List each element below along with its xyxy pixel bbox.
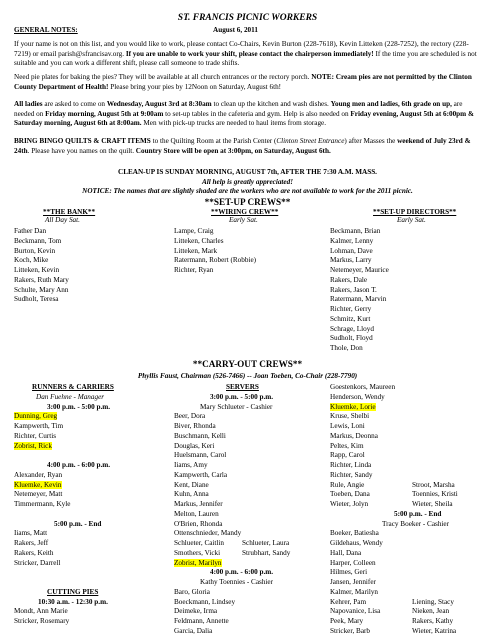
p4-masses: ) after Masses the (344, 137, 396, 145)
list-item: Melton, Lauren (174, 509, 219, 518)
list-item: Baro, Gloria (174, 587, 210, 596)
page-title: ST. FRANCIS PICNIC WORKERS (177, 13, 318, 23)
list-item: Jansen, Jennifer (330, 578, 376, 586)
notes-paragraph-2 (14, 73, 484, 92)
p3-grade: grade on up, (413, 100, 452, 108)
list-item: Kampwerth, Carla (174, 470, 228, 479)
p4-names: . Please have you names on the quilt. (27, 146, 134, 155)
list-item: Timmermann, Kyle (14, 500, 71, 508)
document-date: August 6, 2011 (213, 26, 258, 34)
list-item: Iiams, Matt (14, 529, 48, 538)
list-item: Toennies, Kristi (412, 490, 458, 499)
setup-crews-heading: **SET-UP CREWS** (204, 197, 291, 207)
list-item: Schrage, Lloyd (330, 324, 374, 333)
col3-cashier: Tracy Boeker - Cashier (382, 519, 449, 528)
list-item: Deimeke, Irma (174, 607, 218, 616)
list-item: Rakers, Jason T. (330, 285, 377, 294)
directors-subheading: Early Sat. (397, 216, 426, 224)
runners-shift-2: 4:00 p.m. - 6:00 p.m. (47, 461, 111, 469)
p4-entrance: Clinton Street Entrance (276, 137, 345, 145)
list-item: Zobrist, Rick (14, 441, 52, 450)
p3-wednesday: Wednesday, August 3rd at 8:30am (106, 100, 212, 108)
p4-quilts: BRING BINGO QUILTS & CRAFT ITEMS (14, 137, 151, 145)
servers-column-3 (330, 383, 490, 637)
list-item: Kluemke, Lorie (330, 402, 376, 411)
directors-heading: **SET-UP DIRECTORS** (373, 208, 457, 216)
list-item: Kent, Diane (174, 480, 209, 489)
list-item: Rakers, Kathy (412, 617, 454, 625)
p3-needed: are needed on (14, 100, 463, 118)
p1-if: If (375, 49, 381, 58)
list-item: Zobrist, Marilyn (174, 558, 222, 567)
list-item: Thole, Don (330, 344, 363, 352)
list-item: Sudholt, Floyd (330, 334, 373, 343)
list-item: Hilmes, Geri (330, 568, 368, 577)
list-item: Stricker, Barb (330, 626, 371, 635)
list-item: Markus, Deonna (330, 431, 378, 440)
p3-asked: are asked to come on (44, 100, 106, 108)
list-item: Harper, Colleen (330, 558, 376, 567)
list-item: Netemeyer, Maurice (330, 266, 389, 274)
list-item: Rakers, Keith (14, 548, 54, 557)
cleanup-line: CLEAN-UP IS SUNDAY MORNING, AUGUST 7th, AFTER THE 7:30 A.M. MASS. (118, 168, 377, 176)
pies-shift: 10:30 a.m. - 12:30 p.m. (38, 597, 108, 606)
servers-cashier-1: Mary Schlueter - Cashier (200, 402, 273, 411)
list-item: Nieken, Jean (412, 607, 450, 616)
p2-deadline: Please bring your pies by 12Noon on Saturday, August 6th! (110, 82, 282, 91)
servers-shift-1: 3:00 p.m. - 5:00 p.m. (210, 392, 274, 401)
list-item: Kalmer, Marilyn (330, 587, 379, 596)
p1-text: If your name is not on this list, and you would like to work, please contact Co-Chairs, Kevin Burton (228-7618), Kevin Litteken (228-7252), the (14, 40, 430, 48)
list-item: Schlueter, Laura (242, 539, 290, 547)
list-item: Beer, Dora (174, 412, 206, 421)
servers-column (174, 383, 334, 637)
list-item: Kruse, Shelbi (330, 412, 370, 421)
list-item: Mondt, Ann Marie (14, 607, 68, 616)
list-item: Goestenkors, Maureen (330, 383, 396, 391)
list-item: Toeben, Dana (330, 490, 370, 499)
list-item: Lampe, Craig (174, 227, 214, 235)
p1-trade: the time you are scheduled is not suitable and you can work a different shift, please call someone to trade shifts. (14, 49, 477, 68)
runners-shift-3: 5:00 p.m. - End (54, 519, 102, 528)
wiring-heading: **WIRING CREW** (211, 208, 279, 216)
col3-shift: 5:00 p.m. - End (394, 509, 442, 518)
list-item: Ottenschnieder, Mandy (174, 529, 242, 538)
list-item: Litteken, Charles (174, 236, 224, 245)
list-item: Father Dan (14, 227, 47, 235)
list-item: Rapp, Carol (330, 451, 365, 460)
list-item: Wieter, Katrina (412, 626, 457, 635)
notice-line: NOTICE: The names that are slightly shaded are the workers who are not available to work for the 2011 picnic. (82, 187, 413, 195)
list-item: Schulte, Mary Ann (14, 285, 69, 294)
list-item: Kampwerth, Tim (14, 422, 64, 430)
list-item: Schlueter, Caitlin (174, 539, 225, 547)
list-item: Gildehaus, Wendy (330, 539, 383, 547)
list-item: Alexander, Ryan (14, 470, 63, 479)
list-item: Boeker, Batiesha (330, 529, 379, 538)
carryout-chairs: Phyllis Faust, Chairman (526-7466) -- Joan Toeben, Co-Chair (228-7790) (137, 372, 358, 380)
list-item: Feldmann, Annette (174, 617, 229, 625)
p3-tables: to set-up tables in the cafeteria and gym. Help is also needed on (165, 109, 349, 118)
list-item: Iiams, Amy (174, 461, 208, 469)
list-item: Richter, Linda (330, 461, 372, 469)
p1-rectory: rectory (228-7219) or email parish@sfrancisav.org. (14, 40, 469, 58)
list-item: Peek, Mary (330, 617, 364, 625)
list-item: Rakers, Jeff (14, 539, 49, 547)
list-item: Stroot, Marsha (412, 480, 455, 489)
p3-ladies: All ladies (14, 100, 43, 108)
list-item: Litteken, Kevin (14, 266, 60, 274)
servers-list-1 (174, 412, 334, 539)
list-item: Ratermann, Robert (Robbie) (174, 256, 257, 265)
notes-paragraph-4 (14, 137, 484, 156)
list-item: Strubhart, Sandy (242, 548, 291, 557)
wiring-list (174, 227, 256, 276)
wiring-subheading: Early Sat. (229, 216, 258, 224)
list-item: Huelsmann, Carol (174, 451, 227, 460)
list-item: Wieter, Sheila (412, 500, 453, 508)
list-item: Richter, Curtis (14, 431, 57, 440)
p3-evening: evening, August 5th at 6:00pm & Saturday morning, August 6th at 8:00am. (14, 109, 474, 128)
list-item: Henderson, Wendy (330, 392, 385, 401)
p3-friday: Friday (350, 109, 372, 118)
list-item: Lewis, Loni (330, 422, 365, 430)
list-item: Richter, Gerry (330, 305, 372, 313)
bank-subheading: All Day Sat. (45, 216, 80, 224)
list-item: Richter, Ryan (174, 266, 214, 274)
list-item: Rakers, Dale (330, 275, 368, 284)
list-item: Stricker, Rosemary (14, 617, 70, 625)
p4-dates: of July 23rd & 24th (14, 137, 471, 155)
list-item: Lohman, Dave (330, 246, 373, 255)
p4-country-store: Country Store will be open at 3:00pm, on Saturday, August 6th. (135, 146, 331, 155)
list-item: Markus, Larry (330, 256, 372, 265)
pies-heading: CUTTING PIES (47, 587, 99, 596)
p2-health: by the Clinton County Department of Health! (14, 73, 472, 91)
notes-paragraph-1 (14, 40, 484, 69)
list-item: Wieter, Jolyn (330, 500, 369, 508)
list-item: Biver, Rhonda (174, 422, 216, 430)
servers-list-2 (174, 588, 334, 637)
p2-note: NOTE: Cream pies are not permitted (311, 73, 427, 81)
list-item: Boeckmann, Lindsey (174, 597, 236, 606)
list-item: Hall, Dana (330, 548, 362, 557)
general-notes-label: GENERAL NOTES: (14, 26, 78, 34)
list-item: Liening, Stacy (412, 597, 454, 606)
list-item: Schmitz, Kurt (330, 314, 371, 323)
p4-room: to the Quilting Room at the Parish Center ( (152, 137, 277, 145)
list-item: Beckmann, Brian (330, 227, 381, 235)
directors-list (330, 227, 389, 354)
list-item: Peltes, Kim (330, 441, 364, 450)
list-item: Kuhn, Anna (174, 490, 209, 499)
servers-cashier-2: Kathy Toennies - Cashier (200, 578, 274, 586)
list-item: Markus, Jennifer (174, 500, 223, 508)
list-item: Smothers, Vicki (174, 548, 221, 557)
p1-warning: If you are unable to work your shift, please contact the chairperson immediately! (125, 49, 374, 58)
list-item: Dunning, Greg (14, 412, 58, 421)
notes-paragraph-3 (14, 100, 484, 129)
list-item: Kluemke, Kevin (14, 480, 62, 489)
runners-shift-1: 3:00 p.m. - 5:00 p.m. (47, 402, 111, 411)
servers-heading: SERVERS (226, 383, 259, 391)
runners-heading: RUNNERS & CARRIERS (32, 383, 114, 391)
list-item: Stricker, Darrell (14, 558, 61, 567)
list-item: Napovanice, Lisa (330, 607, 381, 616)
servers-shift-2: 4:00 p.m. - 6:00 p.m. (210, 568, 274, 577)
p2-text: Need pie plates for baking the pies? They will be available at all church entrances or the rectory porch. (14, 73, 310, 81)
list-item: Beckmann, Tom (14, 236, 62, 245)
list-item: Garcia, Dalia (174, 626, 213, 635)
list-item: Sudholt, Teresa (14, 295, 59, 304)
list-item: Douglas, Keri (174, 441, 215, 450)
p3-kitchen: to clean up the kitchen and wash dishes. (213, 100, 329, 108)
list-item: Rakers, Ruth Mary (14, 275, 69, 284)
list-item: Buschmann, Kelli (174, 431, 226, 440)
list-item: O'Brien, Rhonda (174, 519, 223, 528)
list-item: Burton, Kevin (14, 246, 56, 255)
p3-young: Young men and ladies, 6th (330, 100, 412, 108)
runners-manager: Dan Fuehne - Manager (36, 392, 105, 401)
p4-weekend: weekend (397, 137, 424, 145)
p3-trucks: Men with pick-up trucks are needed to haul items from storage. (143, 119, 327, 128)
bank-heading: **THE BANK** (43, 208, 96, 216)
appreciation-line: All help is greatly appreciated! (201, 178, 294, 186)
carryout-crews-heading: **CARRY-OUT CREWS** (192, 359, 303, 369)
list-item: Litteken, Mark (174, 246, 218, 255)
list-item: Ratermann, Marvin (330, 295, 387, 304)
list-item: Richter, Sandy (330, 470, 373, 479)
list-item: Koch, Mike (14, 256, 49, 265)
runners-column (14, 383, 164, 627)
list-item: Kehrer, Pam (330, 597, 367, 606)
list-item: Netemeyer, Matt (14, 490, 63, 499)
p3-friday-morning: Friday morning, August 5th at 9:00am (45, 109, 164, 118)
list-item: Rule, Angie (330, 480, 365, 489)
bank-list (14, 227, 69, 305)
list-item: Kalmer, Lenny (330, 236, 374, 245)
